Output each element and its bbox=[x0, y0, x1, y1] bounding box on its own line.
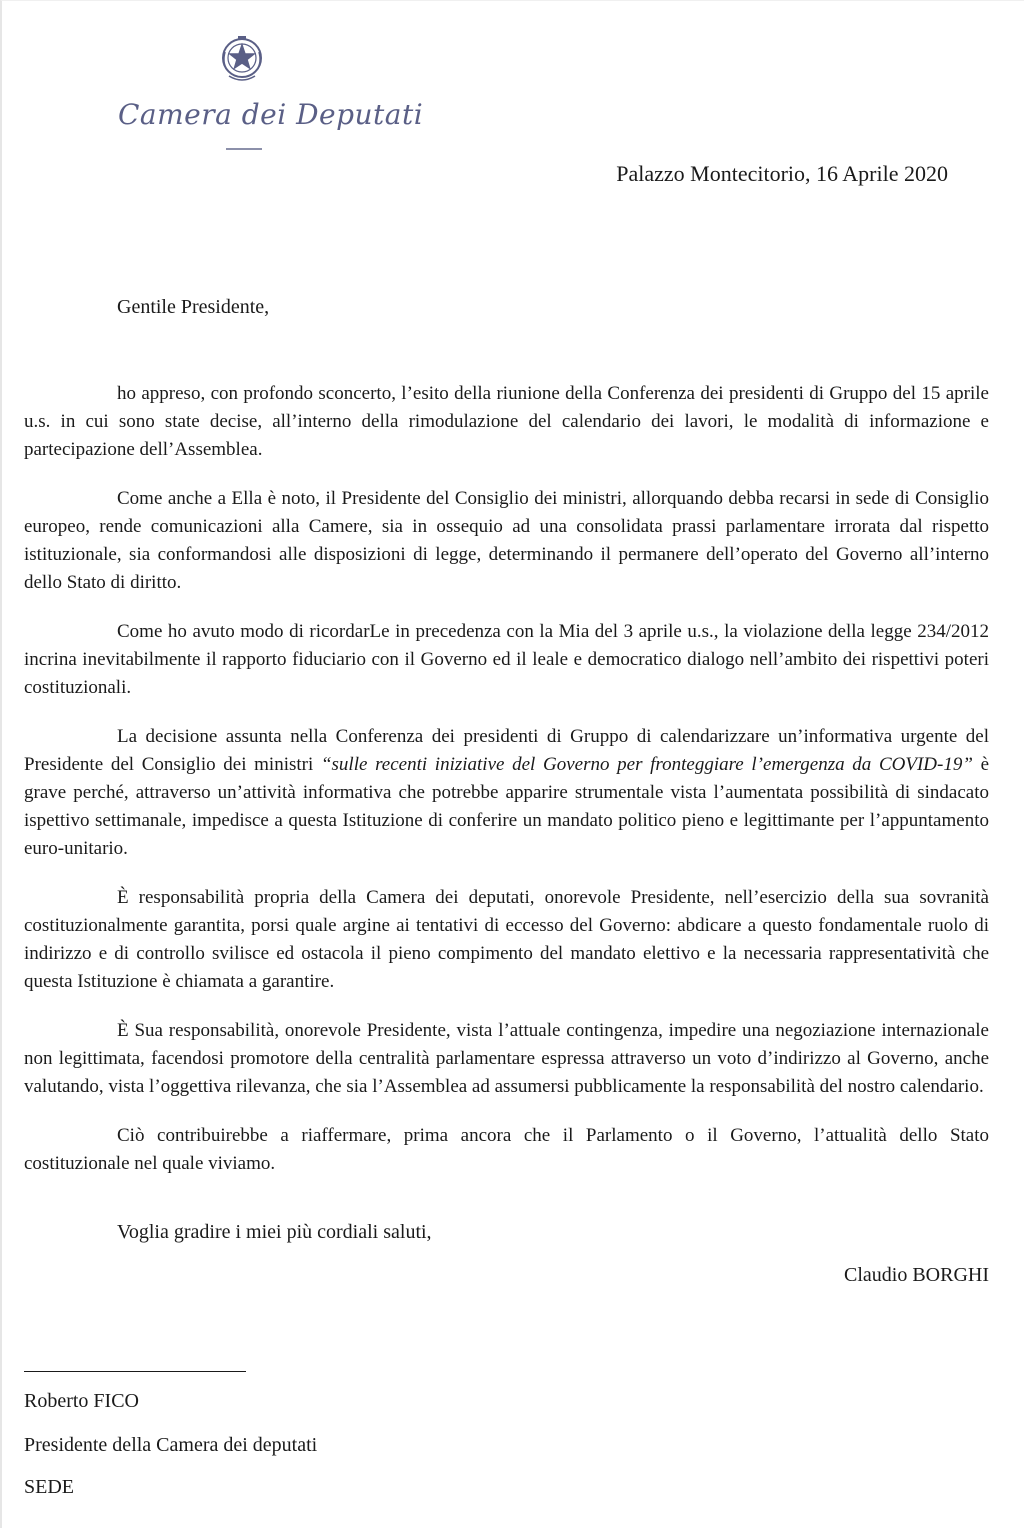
date-line: Palazzo Montecitorio, 16 Aprile 2020 bbox=[616, 161, 948, 186]
addressee-divider bbox=[24, 1371, 246, 1372]
salutation: Gentile Presidente, bbox=[117, 296, 270, 318]
paragraph: È Sua responsabilità, onorevole Presidente, vista l’attuale contingenza, impedire una negoziazione internazionale non legittimata, facendosi promotore della centralità parlamentare espressa attraverso un voto d’indirizzo al Governo, anche valutando, vista l’oggettiva rilevanza, che sia l’Assemblea ad assumersi pubblicamente la responsabilità del nostro calendario. bbox=[24, 1020, 989, 1097]
letterhead bbox=[118, 30, 424, 160]
signature: Claudio BORGHI bbox=[844, 1264, 989, 1286]
paragraph bbox=[24, 723, 989, 863]
paragraph-text: è grave perché, attraverso un’attività informativa che potrebbe apparire strumentale vista l’aumentata possibilità di sindacato ispettivo settimanale, impedisce a questa Istituzione di conferire un mandato politico pieno e legittimante per l’appuntamento euro-unitario. bbox=[24, 754, 990, 859]
paragraph: Come anche a Ella è noto, il Presidente del Consiglio dei ministri, allorquando debba recarsi in sede di Consiglio europeo, rende comunicazioni alla Camere, sia in ossequio ad una consolidata prassi parlamentare irrorata dal rispetto istituzionale, sia conformandosi alle disposizioni di legge, determinando il permanere dell’operato del Governo all’interno dello Stato di diritto. bbox=[24, 488, 989, 593]
letterhead-divider bbox=[226, 148, 262, 150]
italian-republic-emblem-icon bbox=[219, 32, 265, 88]
addressee-location: SEDE bbox=[24, 1476, 74, 1498]
quoted-title: “sulle recenti iniziative del Governo per fronteggiare l’emergenza da COVID-19” bbox=[320, 754, 973, 775]
paragraph: Come ho avuto modo di ricordarLe in precedenza con la Mia del 3 aprile u.s., la violazione della legge 234/2012 incrina inevitabilmente il rapporto fiduciario con il Governo ed il leale e democratico dialogo nell’ambito dei rispettivi poteri costituzionali. bbox=[24, 621, 989, 698]
paragraph: È responsabilità propria della Camera dei deputati, onorevole Presidente, nell’esercizio della sua sovranità costituzionalmente garantita, porsi quale argine ai tentativi di eccesso del Governo: abdicare a questo fondamentale ruolo di indirizzo e di controllo svilisce ed ostacola il pieno compimento del mandato elettivo e la necessaria rappresentatività che questa Istituzione è chiamata a garantire. bbox=[24, 887, 989, 992]
addressee-name: Roberto FICO bbox=[24, 1390, 139, 1412]
paragraph: Ciò contribuirebbe a riaffermare, prima ancora che il Parlamento o il Governo, l’attualità dello Stato costituzionale nel quale viviamo. bbox=[24, 1125, 989, 1174]
paragraph-text: La decisione assunta nella Conferenza dei presidenti di Gruppo di calendarizzare un’informativa urgente del Presidente del Consiglio dei ministri bbox=[24, 726, 989, 775]
letter-body bbox=[24, 380, 989, 1199]
closing: Voglia gradire i miei più cordiali saluti, bbox=[117, 1221, 432, 1243]
addressee-title: Presidente della Camera dei deputati bbox=[24, 1434, 318, 1456]
institution-name: Camera dei Deputati bbox=[118, 98, 424, 131]
paragraph: ho appreso, con profondo sconcerto, l’esito della riunione della Conferenza dei presidenti di Gruppo del 15 aprile u.s. in cui sono state decise, all’interno della rimodulazione del calendario dei lavori, le modalità di informazione e partecipazione dell’Assemblea. bbox=[24, 383, 989, 460]
